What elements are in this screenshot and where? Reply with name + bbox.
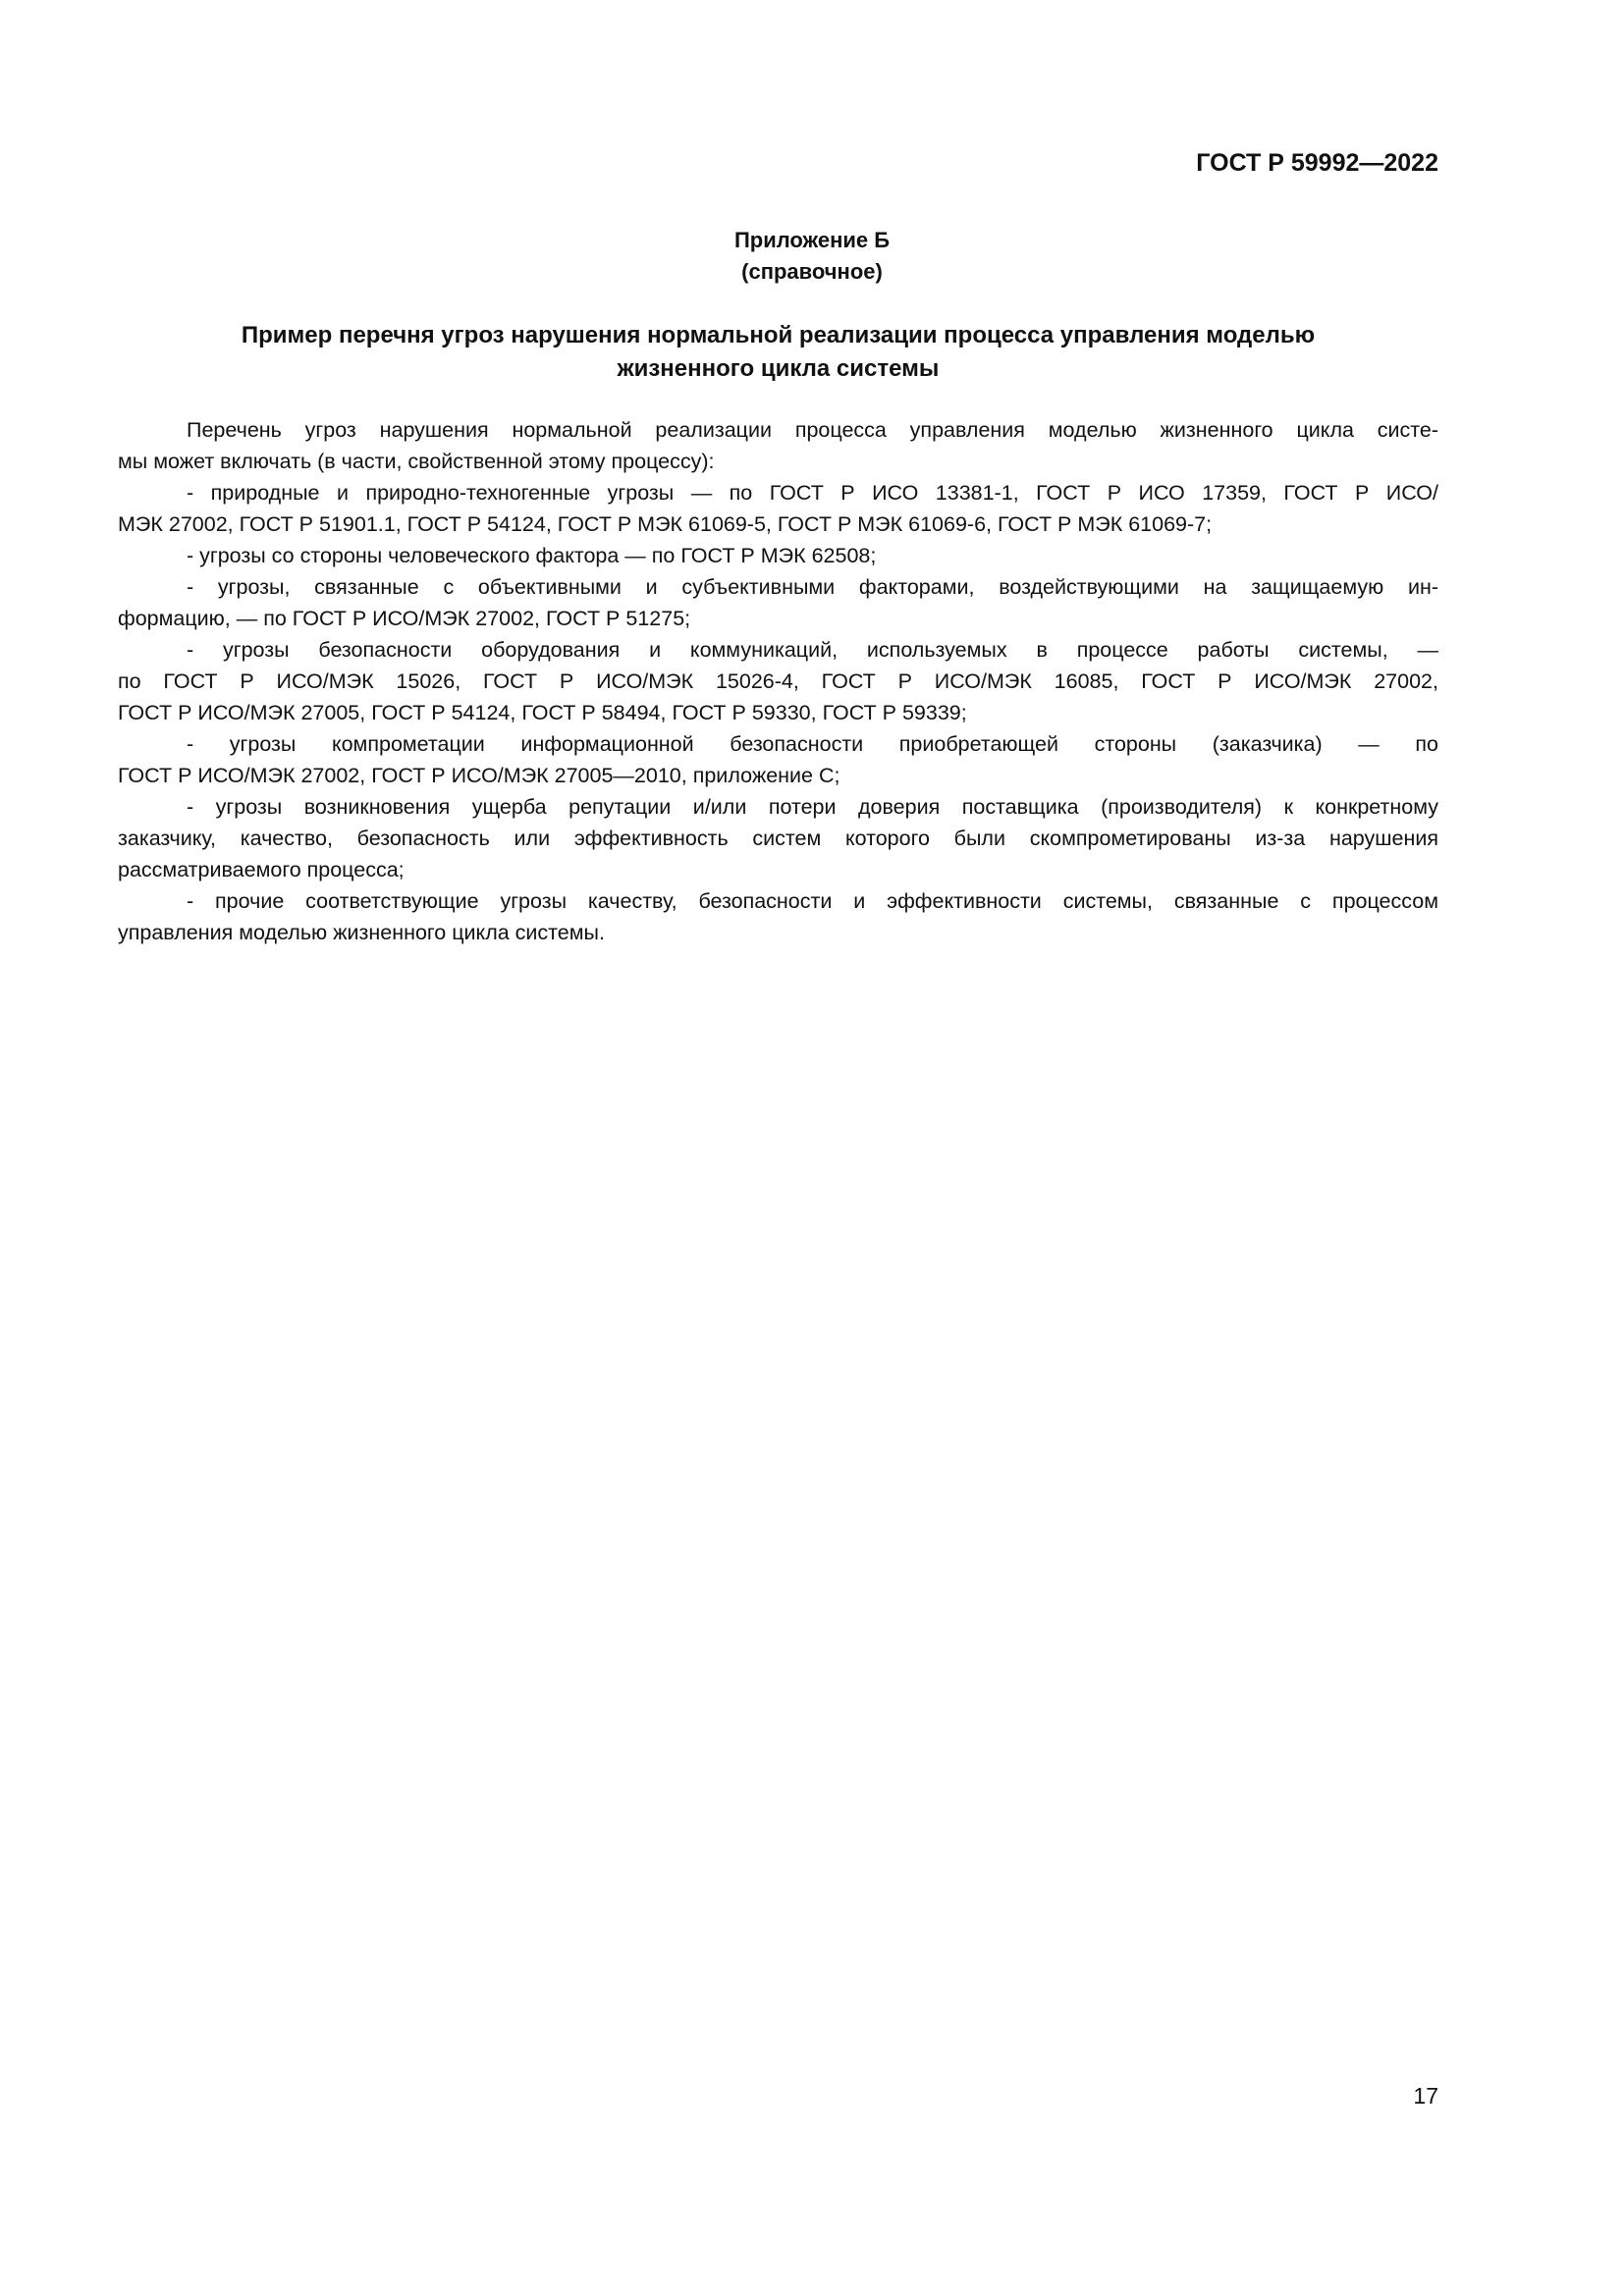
text-line: рассматриваемого процесса;: [118, 858, 405, 881]
text-line: ГОСТ Р ИСО/МЭК 27005, ГОСТ Р 54124, ГОСТ Р 58494, ГОСТ Р 59330, ГОСТ Р 59339;: [118, 701, 967, 724]
paragraph: [118, 885, 1438, 948]
text-line: формацию, — по ГОСТ Р ИСО/МЭК 27002, ГОСТ Р 51275;: [118, 607, 691, 630]
text-line: - угрозы компрометации информационной безопасности приобретающей стороны (заказчика) — по: [187, 732, 1438, 756]
text-line: МЭК 27002, ГОСТ Р 51901.1, ГОСТ Р 54124, ГОСТ Р МЭК 61069-5, ГОСТ Р МЭК 61069-6, ГОСТ Р МЭК 61069-7;: [118, 512, 1213, 536]
paragraph: [118, 540, 1438, 571]
document-id: ГОСТ Р 59992—2022: [1196, 149, 1438, 177]
paragraph: [118, 414, 1438, 477]
text-line: управления моделью жизненного цикла системы.: [118, 921, 605, 944]
text-line: - угрозы, связанные с объективными и субъективными факторами, воздействующими на защищаемую ин-: [187, 575, 1438, 599]
text-line: - угрозы со стороны человеческого фактора — по ГОСТ Р МЭК 62508;: [187, 544, 877, 567]
paragraph: [118, 571, 1438, 634]
body-text: [118, 414, 1438, 948]
page-number: 17: [1413, 2083, 1438, 2109]
text-line: по ГОСТ Р ИСО/МЭК 15026, ГОСТ Р ИСО/МЭК 15026-4, ГОСТ Р ИСО/МЭК 16085, ГОСТ Р ИСО/МЭК 27002,: [118, 669, 1438, 693]
appendix-label: Приложение Б: [733, 228, 891, 252]
text-line: - природные и природно-техногенные угрозы — по ГОСТ Р ИСО 13381-1, ГОСТ Р ИСО 17359, ГОСТ Р ИСО/: [187, 481, 1438, 505]
paragraph: [118, 728, 1438, 791]
text-line: Перечень угроз нарушения нормальной реализации процесса управления моделью жизненного цикла систе-: [187, 418, 1438, 442]
text-line: - угрозы возникновения ущерба репутации и/или потери доверия поставщика (производителя) к конкретному: [187, 795, 1438, 819]
title-line: жизненного цикла системы: [617, 355, 940, 382]
text-line: ГОСТ Р ИСО/МЭК 27002, ГОСТ Р ИСО/МЭК 27005—2010, приложение С;: [118, 764, 840, 787]
text-line: - прочие соответствующие угрозы качеству, безопасности и эффективности системы, связанные с процессом: [187, 889, 1438, 913]
paragraph: [118, 477, 1438, 540]
page-title: [118, 319, 1438, 386]
text-line: мы может включать (в части, свойственной этому процессу):: [118, 450, 715, 473]
text-line: заказчику, качество, безопасность или эффективность систем которого были скомпрометированы из-за нарушения: [118, 827, 1438, 850]
text-line: - угрозы безопасности оборудования и коммуникаций, используемых в процессе работы системы, —: [187, 638, 1438, 662]
paragraph: [118, 791, 1438, 885]
title-line: Пример перечня угроз нарушения нормальной реализации процесса управления моделью: [241, 322, 1316, 348]
appendix-type: (справочное): [741, 259, 883, 284]
paragraph: [118, 634, 1438, 728]
